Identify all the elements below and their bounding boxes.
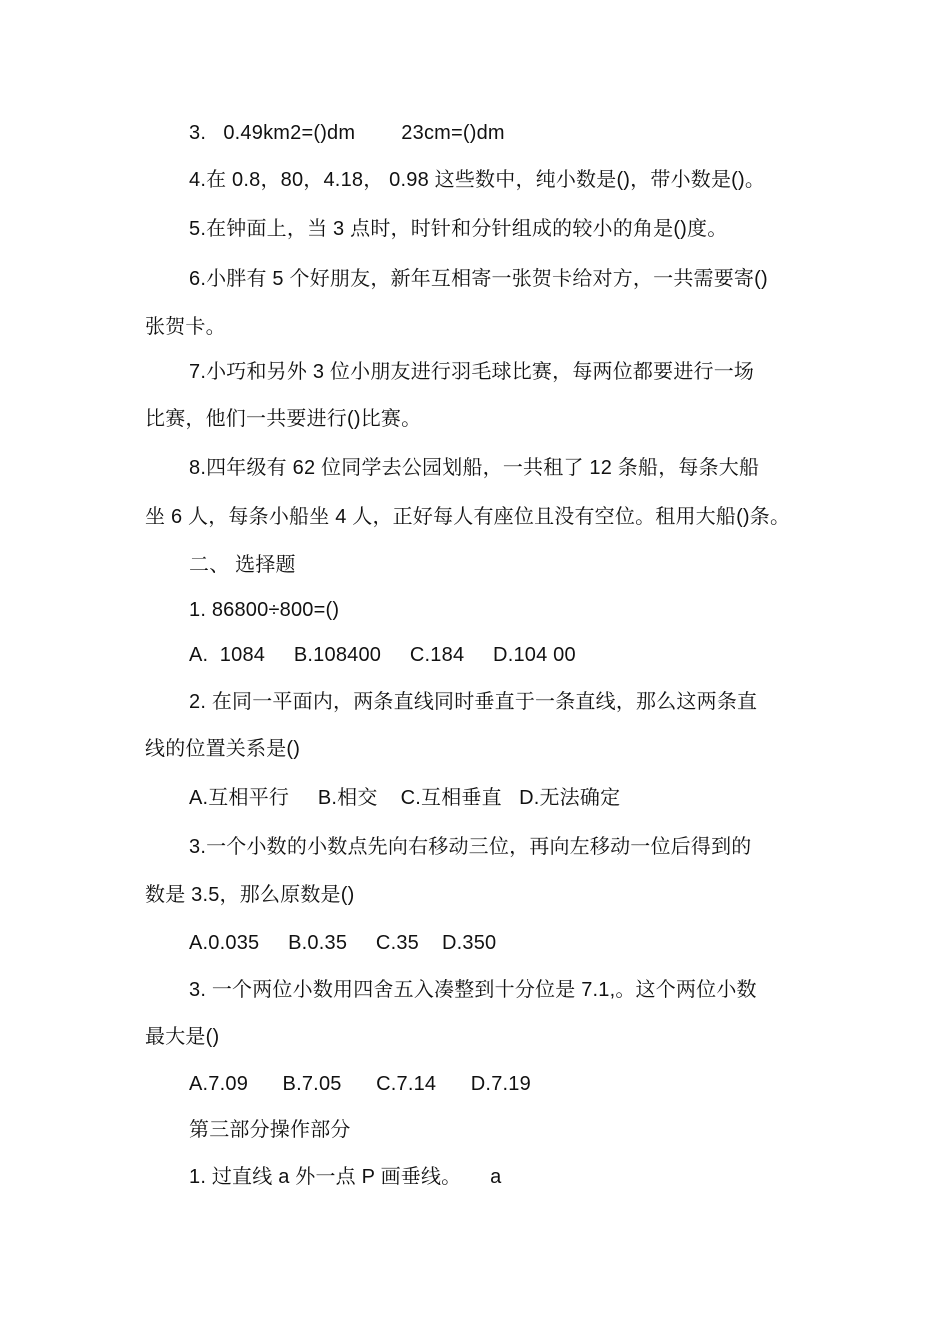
choice-question-1-options: A. 1084 B.108400 C.184 D.104 00 — [189, 644, 576, 666]
choice-section-heading: 二、 选择题 — [189, 554, 296, 576]
operation-section-heading: 第三部分操作部分 — [189, 1119, 351, 1141]
fill-blank-question-6-line2: 张贺卡。 — [145, 316, 226, 338]
choice-question-3-line2: 数是 3.5，那么原数是() — [145, 884, 355, 906]
choice-question-3-options: A.0.035 B.0.35 C.35 D.350 — [189, 932, 497, 954]
fill-blank-question-4: 4.在 0.8，80，4.18， 0.98 这些数中，纯小数是()，带小数是()。 — [189, 169, 766, 191]
fill-blank-question-5: 5.在钟面上，当 3 点时，时针和分针组成的较小的角是()度。 — [189, 218, 728, 240]
fill-blank-question-7-line1: 7.小巧和另外 3 位小朋友进行羽毛球比赛，每两位都要进行一场 — [189, 361, 755, 383]
choice-question-2-line2: 线的位置关系是() — [145, 738, 301, 760]
fill-blank-question-8-line1: 8.四年级有 62 位同学去公园划船，一共租了 12 条船，每条大船 — [189, 457, 760, 479]
fill-blank-question-8-line2: 坐 6 人，每条小船坐 4 人，正好每人有座位且没有空位。租用大船()条。 — [145, 506, 791, 528]
choice-question-2-line1: 2. 在同一平面内，两条直线同时垂直于一条直线，那么这两条直 — [189, 691, 758, 713]
choice-question-3b-line2: 最大是() — [145, 1026, 220, 1048]
choice-question-1: 1. 86800÷800=() — [189, 599, 340, 621]
choice-question-3-line1: 3.一个小数的小数点先向右移动三位，再向左移动一位后得到的 — [189, 836, 752, 858]
fill-blank-question-3: 3. 0.49km2=()dm 23cm=()dm — [189, 122, 505, 144]
choice-question-3b-options: A.7.09 B.7.05 C.7.14 D.7.19 — [189, 1073, 531, 1095]
fill-blank-question-7-line2: 比赛，他们一共要进行()比赛。 — [145, 408, 422, 430]
choice-question-3b-line1: 3. 一个两位小数用四舍五入凑整到十分位是 7.1,。这个两位小数 — [189, 979, 757, 1001]
operation-question-1: 1. 过直线 a 外一点 P 画垂线。 a — [189, 1166, 502, 1188]
fill-blank-question-6-line1: 6.小胖有 5 个好朋友，新年互相寄一张贺卡给对方，一共需要寄() — [189, 268, 768, 290]
choice-question-2-options: A.互相平行 B.相交 C.互相垂直 D.无法确定 — [189, 787, 621, 809]
